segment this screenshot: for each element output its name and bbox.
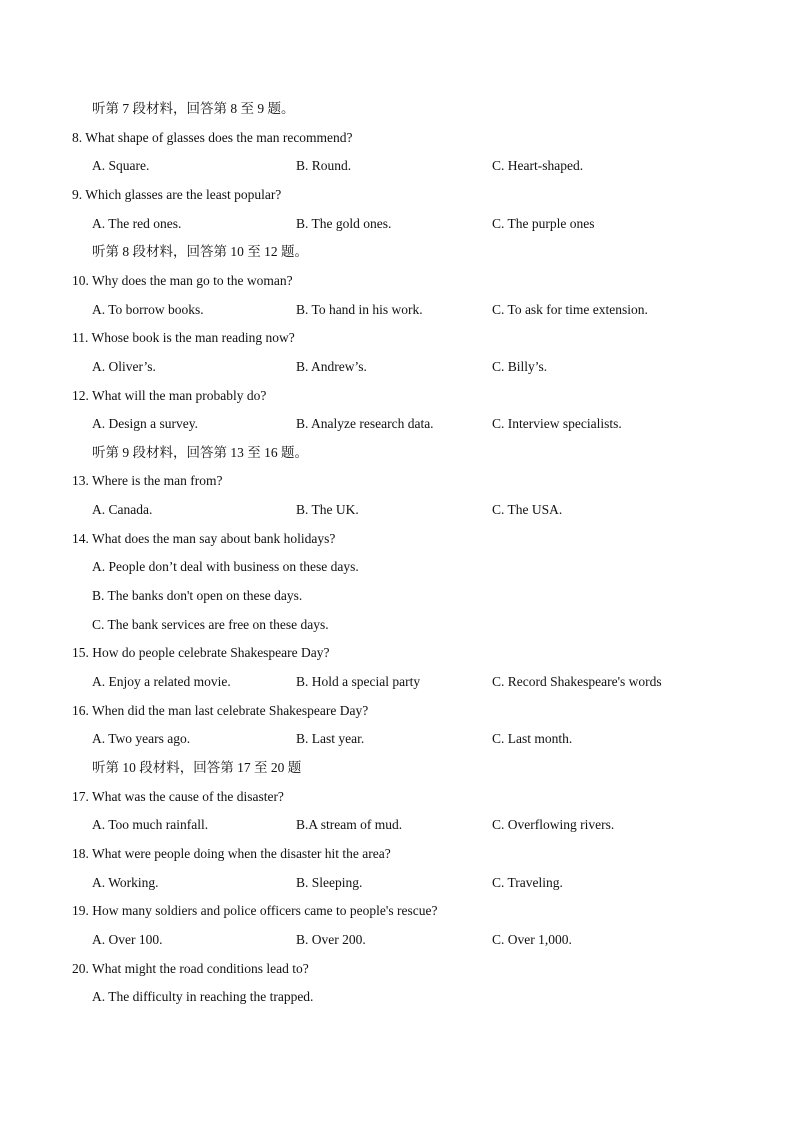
option-c: C. Overflowing rivers.	[492, 817, 615, 833]
option-b: B. To hand in his work.	[296, 301, 423, 317]
option-a: A. The red ones.	[92, 215, 182, 231]
option-a: A. Square.	[92, 158, 150, 174]
question-text: 14. What does the man say about bank holidays?	[72, 530, 336, 546]
option-a: A. Working.	[92, 874, 159, 890]
option-b: B. The UK.	[296, 502, 359, 518]
option-b: B. Andrew’s.	[296, 358, 367, 374]
option-c: C. Interview specialists.	[492, 416, 622, 432]
section-heading: 听第 7 段材料，回答第 8 至 9 题。	[92, 101, 295, 116]
option-line: B. The banks don't open on these days.	[92, 588, 303, 604]
option-c: C. Heart-shaped.	[492, 158, 584, 174]
option-c: C. The purple ones	[492, 215, 595, 231]
option-b: B. Sleeping.	[296, 874, 363, 890]
question-text: 10. Why does the man go to the woman?	[72, 272, 293, 288]
option-b: B. Hold a special party	[296, 674, 421, 689]
option-a: A. Oliver’s.	[92, 358, 156, 374]
option-c: C. The USA.	[492, 502, 563, 518]
option-b: B. The gold ones.	[296, 215, 392, 231]
option-c: C. Over 1,000.	[492, 931, 572, 947]
option-b: B.A stream of mud.	[296, 817, 403, 833]
question-text: 13. Where is the man from?	[72, 473, 223, 489]
question-text: 16. When did the man last celebrate Shakespeare Day?	[72, 702, 369, 718]
option-b: B. Analyze research data.	[296, 416, 434, 432]
option-a: A. Too much rainfall.	[92, 817, 209, 833]
option-line: C. The bank services are free on these days.	[92, 616, 329, 632]
question-text: 19. How many soldiers and police officers came to people's rescue?	[72, 903, 438, 919]
option-a: A. Two years ago.	[92, 731, 191, 747]
option-c: C. Billy’s.	[492, 358, 548, 374]
question-text: 11. Whose book is the man reading now?	[72, 330, 295, 346]
option-c: C. Traveling.	[492, 874, 563, 890]
option-a: A. Enjoy a related movie.	[92, 674, 231, 689]
option-a: A. Canada.	[92, 502, 153, 518]
option-line: A. The difficulty in reaching the trapped.	[92, 989, 314, 1005]
option-c: C. To ask for time extension.	[492, 301, 648, 317]
option-a: A. To borrow books.	[92, 301, 204, 317]
option-a: A. Design a survey.	[92, 416, 198, 432]
section-heading: 听第 10 段材料，回答第 17 至 20 题	[92, 759, 302, 775]
question-text: 18. What were people doing when the disaster hit the area?	[72, 845, 391, 861]
question-text: 17. What was the cause of the disaster?	[72, 788, 284, 804]
option-b: B. Over 200.	[296, 931, 366, 947]
question-text: 8. What shape of glasses does the man recommend?	[72, 129, 353, 145]
option-c: C. Record Shakespeare's words	[492, 674, 662, 689]
section-heading: 听第 9 段材料，回答第 13 至 16 题。	[92, 444, 308, 460]
question-text: 20. What might the road conditions lead to?	[72, 960, 309, 976]
option-b: B. Last year.	[296, 731, 365, 747]
question-text: 12. What will the man probably do?	[72, 387, 267, 403]
option-a: A. Over 100.	[92, 931, 163, 947]
question-text: 15. How do people celebrate Shakespeare Day?	[72, 645, 330, 661]
section-heading: 听第 8 段材料，回答第 10 至 12 题。	[92, 244, 308, 260]
option-line: A. People don’t deal with business on these days.	[92, 559, 359, 575]
option-b: B. Round.	[296, 158, 352, 174]
question-text: 9. Which glasses are the least popular?	[72, 186, 282, 202]
option-c: C. Last month.	[492, 731, 573, 747]
